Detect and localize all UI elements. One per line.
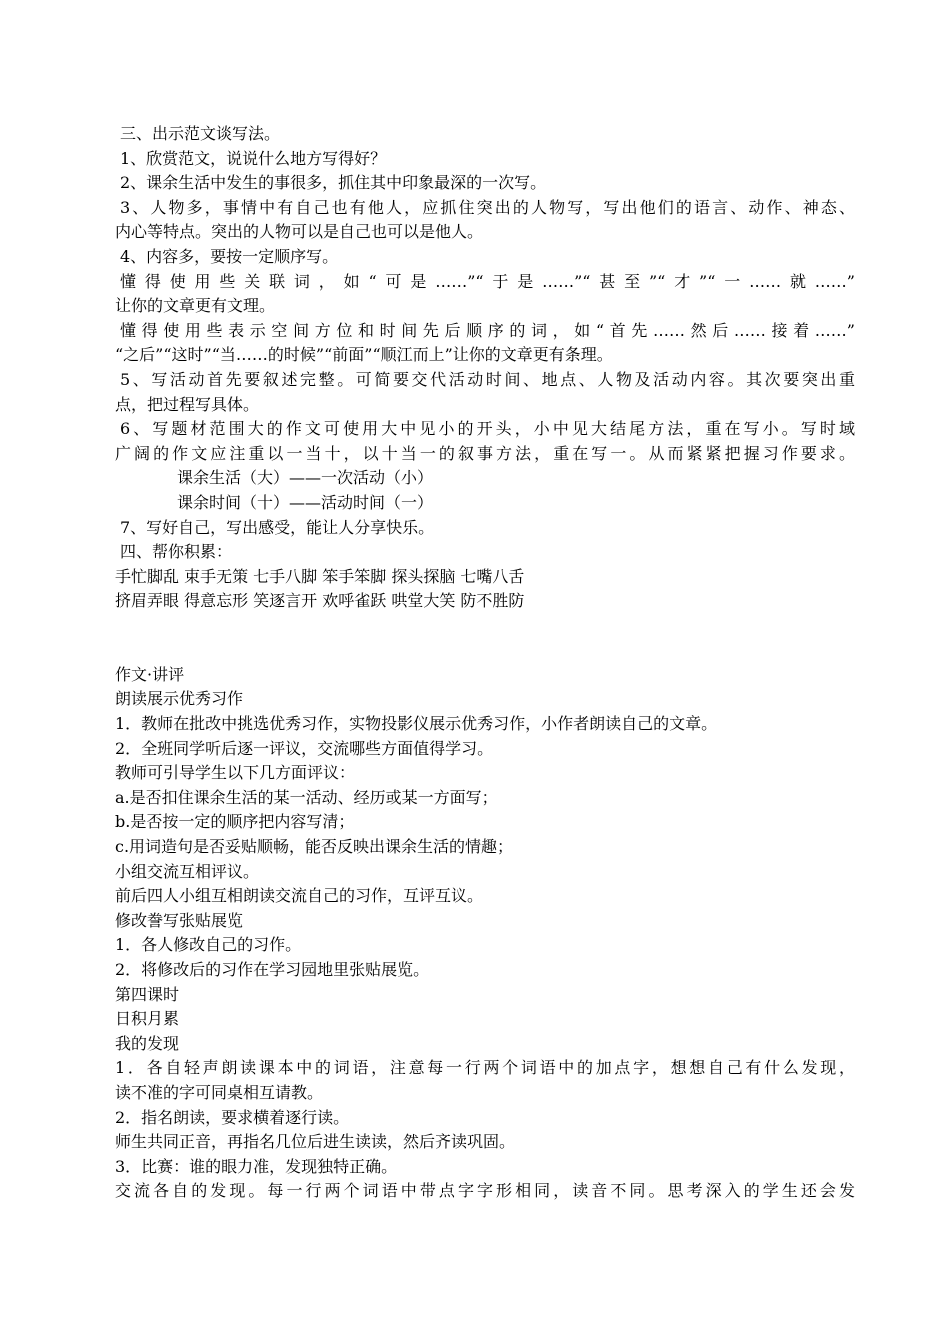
text-line: 3．比赛：谁的眼力准，发现独特正确。 xyxy=(115,1156,398,1176)
text-line: 内心等特点。突出的人物可以是自己也可以是他人。 xyxy=(115,222,484,242)
text-line: 师生共同正音，再指名几位后进生读读，然后齐读巩固。 xyxy=(115,1132,516,1152)
text-line: 2．指名朗读，要求横着逐行读。 xyxy=(115,1107,350,1127)
text-line: 朗读展示优秀习作 xyxy=(115,689,244,709)
text-line: 课余生活（大）——一次活动（小） xyxy=(177,468,434,488)
section-gap xyxy=(115,614,855,663)
text-line: 1．各自轻声朗读课本中的词语，注意每一行两个词语中的加点字，想想自己有什么发现， xyxy=(115,1058,855,1078)
section-composition-review xyxy=(115,663,855,1204)
text-line: 广阔的作文应注重以一当十，以十当一的叙事方法，重在写一。从而紧紧把握习作要求。 xyxy=(115,443,855,463)
text-line: 前后四人小组互相朗读交流自己的习作，互评互议。 xyxy=(115,886,484,906)
text-line: 6、写题材范围大的作文可使用大中见小的开头，小中见大结尾方法，重在写小。写时域 xyxy=(120,419,855,439)
text-line: 2、课余生活中发生的事很多，抓住其中印象最深的一次写。 xyxy=(120,173,547,193)
text-line: 读不准的字可同桌相互请教。 xyxy=(115,1082,324,1102)
text-line: 第四课时 xyxy=(115,984,180,1004)
text-line: 日积月累 xyxy=(115,1009,180,1029)
text-line: 懂得使用些关联词，如“可是……”“于是……”“甚至”“才”“一……就……” xyxy=(120,271,855,291)
document-page xyxy=(115,122,855,1204)
text-line: 5、写活动首先要叙述完整。可简要交代活动时间、地点、人物及活动内容。其次要突出重 xyxy=(120,369,855,389)
text-line: 4、内容多，要按一定顺序写。 xyxy=(120,246,339,266)
text-line: 懂得使用些表示空间方位和时间先后顺序的词，如“首先……然后……接着……” xyxy=(120,320,855,340)
text-line: 小组交流互相评议。 xyxy=(115,861,260,881)
text-line: 手忙脚乱 束手无策 七手八脚 笨手笨脚 探头探脑 七嘴八舌 xyxy=(115,566,525,586)
text-line: 2．全班同学听后逐一评议，交流哪些方面值得学习。 xyxy=(115,738,494,758)
text-line: a.是否扣住课余生活的某一活动、经历或某一方面写； xyxy=(115,787,498,807)
text-line: 7、写好自己，写出感受，能让人分享快乐。 xyxy=(120,517,435,537)
text-line: 点，把过程写具体。 xyxy=(115,394,260,414)
text-line: 四、帮你积累： xyxy=(120,542,233,562)
text-line: 我的发现 xyxy=(115,1033,180,1053)
text-line: 交流各自的发现。每一行两个词语中带点字字形相同，读音不同。思考深入的学生还会发 xyxy=(115,1181,855,1201)
text-line: c.用词造句是否妥贴顺畅，能否反映出课余生活的情趣； xyxy=(115,837,514,857)
text-line: 课余时间（十）——活动时间（一） xyxy=(177,492,434,512)
text-line: 让你的文章更有文理。 xyxy=(115,296,276,316)
text-line: 2．将修改后的习作在学习园地里张贴展览。 xyxy=(115,960,430,979)
text-line: b.是否按一定的顺序把内容写清； xyxy=(115,812,355,832)
text-line: 作文·讲评 xyxy=(115,664,185,684)
text-line: 教师可引导学生以下几方面评议： xyxy=(115,763,356,783)
text-line: 1．各人修改自己的习作。 xyxy=(115,935,302,955)
text-line: 3、人物多，事情中有自己也有他人，应抓住突出的人物写，写出他们的语言、动作、神态、 xyxy=(120,197,855,217)
text-line: 挤眉弄眼 得意忘形 笑逐言开 欢呼雀跃 哄堂大笑 防不胜防 xyxy=(115,591,525,611)
text-line: 三、出示范文谈写法。 xyxy=(120,124,281,143)
text-line: 1、欣赏范文，说说什么地方写得好？ xyxy=(120,148,387,168)
text-line: 1．教师在批改中挑选优秀习作，实物投影仪展示优秀习作，小作者朗读自己的文章。 xyxy=(115,714,718,734)
text-line: “之后”“这时”“当……的时候”“前面”“顺江而上”让你的文章更有条理。 xyxy=(115,345,613,365)
text-line: 修改誊写张贴展览 xyxy=(115,910,244,930)
section-writing-methods xyxy=(115,122,855,614)
